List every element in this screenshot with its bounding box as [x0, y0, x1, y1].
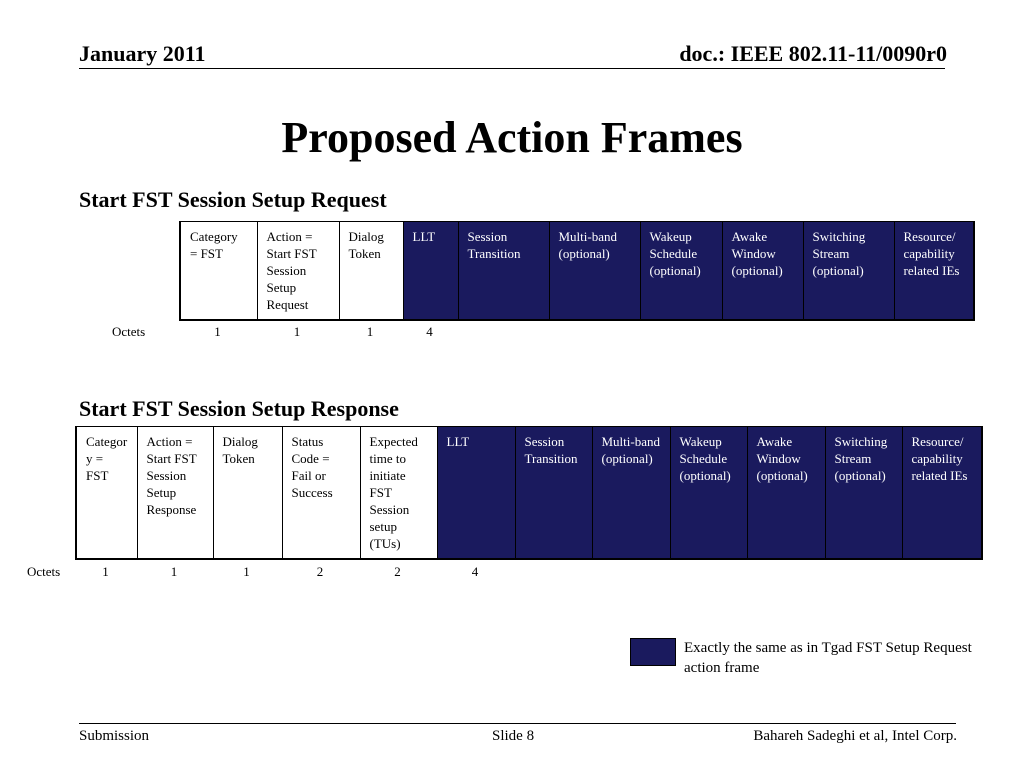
footer-submission: Submission [79, 728, 150, 744]
footer-author: Bahareh Sadeghi et al, Intel Corp. [753, 728, 957, 744]
header-doc-id: doc.: IEEE 802.11-11/0090r0 [679, 41, 947, 66]
request-field-cell: Wakeup Schedule (optional) [640, 222, 722, 321]
response-octet-value: 1 [243, 564, 250, 579]
footer-divider [79, 723, 956, 724]
request-octet-value: 1 [293, 324, 301, 339]
request-field-cell: Awake Window (optional) [722, 222, 803, 321]
request-octet-value: 1 [214, 324, 221, 339]
legend-swatch [630, 638, 676, 666]
response-field-cell: LLT [437, 427, 515, 560]
response-field-cell: Awake Window (optional) [747, 427, 825, 560]
response-section-title: Start FST Session Setup Response [79, 396, 399, 421]
legend-text: Exactly the same as in Tgad FST Setup Request action frame [684, 640, 972, 676]
response-field-cell: Expected time to initiate FST Session setup (TUs) [360, 427, 437, 560]
request-field-cell: Switching Stream (optional) [803, 222, 894, 321]
response-frame-table [75, 426, 983, 560]
request-field-cell: Resource/ capability related IEs [894, 222, 974, 321]
request-octet-value: 1 [366, 324, 374, 339]
response-field-cell: Dialog Token [213, 427, 282, 560]
request-field-cell: Dialog Token [339, 222, 403, 321]
request-field-cell: Session Transition [458, 222, 549, 321]
header-date: January 2011 [79, 41, 206, 66]
response-field-cell: Status Code = Fail or Success [282, 427, 360, 560]
response-field-cell: Multi-band (optional) [592, 427, 670, 560]
request-frame-table [179, 221, 975, 321]
response-octet-value: 1 [102, 564, 109, 579]
request-section-title: Start FST Session Setup Request [79, 187, 387, 212]
response-field-cell: Switching Stream (optional) [825, 427, 902, 560]
response-octet-value: 4 [471, 564, 479, 579]
slide-title: Proposed Action Frames [281, 113, 743, 162]
request-field-cell: Multi-band (optional) [549, 222, 640, 321]
request-field-cell: Action = Start FST Session Setup Request [257, 222, 339, 321]
response-octet-value: 2 [394, 564, 401, 579]
request-field-cell: Category = FST [180, 222, 257, 321]
response-field-cell: Wakeup Schedule (optional) [670, 427, 747, 560]
response-field-cell: Resource/ capability related IEs [902, 427, 982, 560]
response-field-cell: Category = FST [76, 427, 137, 560]
response-field-cell: Session Transition [515, 427, 592, 560]
request-octet-value: 4 [426, 324, 433, 339]
footer-slide-number: Slide 8 [492, 728, 535, 744]
header-divider [79, 68, 945, 69]
request-field-cell: LLT [403, 222, 458, 321]
request-octets-label: Octets [112, 324, 146, 339]
response-octet-value: 2 [316, 564, 324, 579]
response-octet-value: 1 [170, 564, 178, 579]
response-octets-label: Octets [27, 564, 61, 579]
response-field-cell: Action = Start FST Session Setup Response [137, 427, 213, 560]
